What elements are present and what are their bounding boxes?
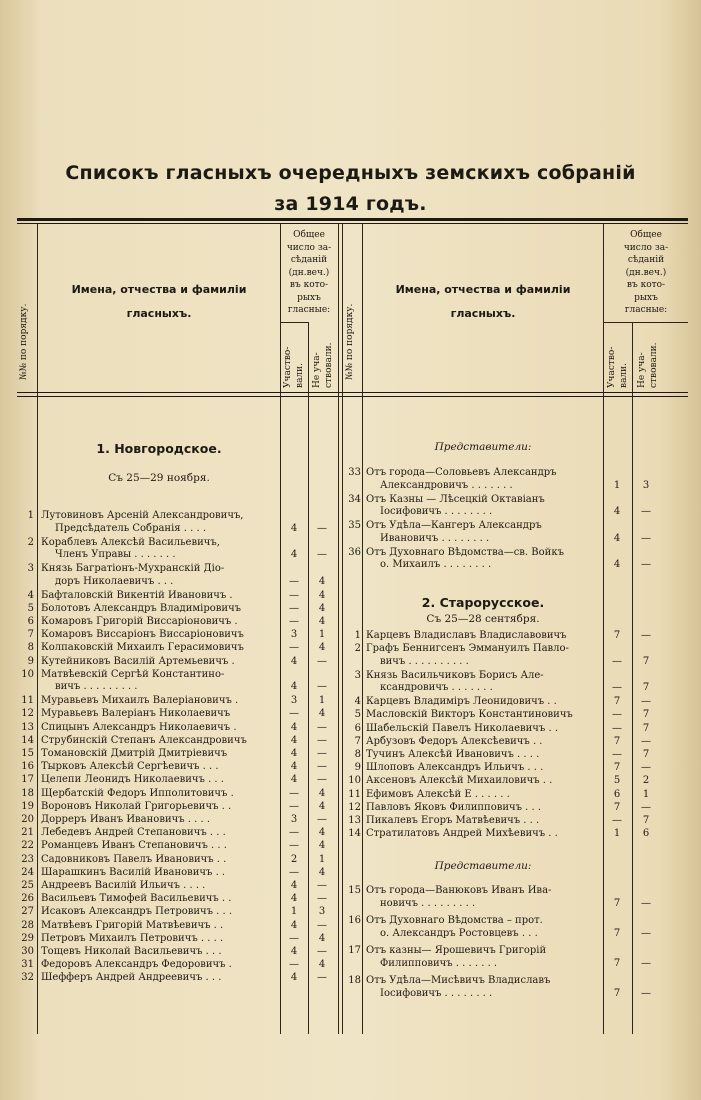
row-number: 32 (21, 972, 34, 984)
row-name: Отъ казны— Ярошевичъ Григорій (366, 945, 547, 956)
row-name: Тощевъ Николай Васильевичъ . . . (41, 946, 222, 957)
row-number: 18 (348, 975, 361, 986)
row-number: 29 (21, 932, 34, 944)
row-participated: 4 (290, 734, 298, 746)
table-row (0, 788, 701, 802)
row-participated: 4 (290, 721, 298, 733)
row-number: 13 (21, 721, 34, 733)
row-number: 6 (354, 722, 361, 734)
row-participated: 7 (613, 801, 621, 813)
row-not-participated: 4 (318, 787, 326, 799)
row-not-participated: — (317, 748, 327, 759)
row-not-participated: 7 (642, 682, 650, 694)
table-row (0, 853, 701, 867)
row-participated: — (289, 959, 299, 971)
row-name: Петровъ Михаилъ Петровичъ . . . . (41, 932, 224, 944)
row-name: Целепи Леонидъ Николаевичъ . . . (41, 774, 224, 786)
row-number: 7 (27, 629, 34, 641)
row-not-participated: 4 (318, 840, 326, 852)
row-number: 15 (348, 885, 361, 896)
row-number: 27 (21, 906, 34, 918)
table-row (0, 575, 701, 589)
row-name: Князь Васильчиковъ Борисъ Але- (366, 669, 544, 681)
table-row (0, 558, 701, 572)
table-row (0, 695, 701, 709)
row-number: 14 (348, 828, 361, 840)
row-name: Отъ Удѣла—Мисѣвичъ Владиславъ (366, 975, 551, 986)
row-name: Бафталовскій Викентій Ивановичъ . (41, 589, 233, 601)
row-name: Шарашкинъ Василій Ивановичъ . . (41, 866, 226, 878)
row-number: 36 (348, 546, 361, 558)
row-participated: 1 (290, 906, 298, 918)
row-participated: 4 (290, 919, 298, 931)
title-line-2: за 1914 годъ. (274, 193, 427, 215)
row-number: 35 (348, 520, 361, 531)
row-name: Аксеновъ Алексѣй Михаиловичъ . . (366, 775, 553, 787)
row-not-participated: 4 (318, 575, 326, 587)
row-number: 12 (21, 708, 34, 720)
page-title (0, 158, 701, 220)
table-row (0, 655, 701, 669)
row-participated: 4 (290, 946, 298, 957)
row-participated: — (289, 866, 299, 878)
row-not-participated: 3 (642, 479, 650, 491)
row-not-participated: — (317, 761, 327, 773)
table-row (0, 827, 701, 841)
row-participated: 7 (613, 762, 621, 774)
row-number: 17 (21, 774, 34, 786)
table-row (0, 681, 701, 695)
row-number: 4 (27, 589, 34, 601)
row-name: Отъ Удѣла—Кангеръ Александръ (366, 520, 542, 531)
row-name: Болотовъ Александръ Владиміровичъ (41, 602, 242, 614)
row-name: Шлоповъ Александръ Ильичъ . . . (366, 762, 544, 774)
row-participated: — (289, 708, 299, 720)
row-name: Исаковъ Александръ Петровичъ . . . (41, 906, 233, 918)
row-participated: 4 (613, 506, 621, 517)
row-number: 24 (21, 866, 34, 878)
row-participated: — (289, 642, 299, 654)
row-not-participated: — (317, 880, 327, 891)
row-name: Тучинъ Алексѣй Ивановичъ . . . . (366, 749, 540, 760)
row-name: ксандровичъ . . . . . . . (380, 682, 493, 694)
row-participated: — (289, 932, 299, 944)
row-not-participated: 1 (318, 629, 326, 641)
row-name: Садовниковъ Павелъ Ивановичъ . . (41, 853, 227, 865)
row-name: Ефимовъ Алексѣй Е . . . . . . (366, 788, 510, 800)
row-not-participated: — (317, 721, 327, 733)
row-not-participated: — (317, 919, 327, 931)
row-name: Щербатскій Федоръ Ипполитовичъ . (41, 787, 234, 799)
top-rule (17, 218, 688, 221)
row-name: вичъ . . . . . . . . . (55, 681, 138, 693)
table-row (0, 479, 701, 493)
row-name: Арбузовъ Федоръ Алексѣевичъ . . (366, 735, 543, 747)
table-row (0, 761, 701, 775)
row-number: 3 (354, 669, 361, 681)
row-participated: 4 (290, 774, 298, 786)
row-participated: — (612, 682, 622, 694)
table-row (0, 722, 701, 736)
table-row (0, 602, 701, 616)
row-not-participated: 7 (642, 709, 650, 721)
row-participated: — (289, 787, 299, 799)
table-row (0, 735, 701, 749)
table-row (0, 629, 701, 643)
table-row (0, 957, 701, 971)
top-rule-thin (17, 223, 688, 224)
row-not-participated: — (317, 681, 327, 693)
row-participated: — (289, 800, 299, 812)
row-not-participated: — (641, 735, 651, 747)
table-row (0, 615, 701, 629)
row-participated: — (289, 589, 299, 601)
row-number: 22 (21, 840, 34, 852)
table-row (0, 532, 701, 546)
row-name: Ивановичъ . . . . . . . . (380, 532, 490, 544)
row-name: Графъ Беннигсенъ Эммануилъ Павло- (366, 643, 569, 655)
row-not-participated: 4 (318, 959, 326, 971)
row-not-participated: — (317, 522, 327, 534)
row-not-participated: — (317, 655, 327, 667)
header-count: Общее число за- сѣданій (дн.веч.) въ кото- рыхъ гласные: (286, 230, 332, 315)
row-name: Отъ Духовнаго Вѣдомства – прот. (366, 915, 543, 926)
row-number: 16 (348, 915, 361, 926)
row-not-participated: 4 (318, 615, 326, 627)
row-participated: 2 (290, 853, 298, 865)
row-number: 18 (21, 787, 34, 799)
row-number: 10 (21, 668, 34, 680)
row-participated: 4 (290, 880, 298, 891)
row-not-participated: 1 (318, 853, 326, 865)
row-not-participated: 4 (318, 800, 326, 812)
row-number: 1 (27, 510, 34, 521)
row-name: Отъ Духовнаго Вѣдомства—св. Войкъ (366, 546, 564, 558)
row-not-participated: 4 (318, 589, 326, 601)
row-name: Филипповичъ . . . . . . . (380, 957, 498, 969)
row-number: 2 (27, 536, 34, 548)
row-number: 11 (348, 788, 361, 800)
row-name: доръ Николаевичъ . . . (55, 575, 174, 587)
row-participated: 7 (613, 987, 621, 999)
section-title-staraya-russa: 2. Старорусское. (421, 595, 545, 610)
row-name: Романцевъ Иванъ Степановичъ . . . (41, 840, 227, 852)
table-row (0, 708, 701, 722)
header-rule-2 (17, 396, 688, 397)
row-participated: — (612, 722, 622, 734)
row-participated: 4 (290, 748, 298, 759)
row-participated: 1 (613, 828, 621, 840)
row-participated: — (289, 615, 299, 627)
row-name: Лутовиновъ Арсеній Александровичъ, (41, 510, 244, 521)
row-participated: 4 (290, 549, 298, 560)
row-name: Пикалевъ Егоръ Матвѣевичъ . . . (366, 815, 540, 826)
row-name: Предсѣдатель Собранія . . . . (55, 522, 207, 534)
row-not-participated: 1 (318, 695, 326, 707)
row-number: 8 (354, 749, 361, 760)
row-name: Лебедевъ Андрей Степановичъ . . . (41, 827, 226, 839)
row-not-participated: 4 (318, 642, 326, 654)
title-line-1: Списокъ гласныхъ очередныхъ земскихъ собраній (65, 162, 636, 184)
row-number: 16 (21, 761, 34, 773)
row-participated: — (612, 655, 622, 667)
row-participated: 4 (290, 893, 298, 905)
row-participated: 4 (290, 761, 298, 773)
row-not-participated: — (641, 506, 651, 517)
row-number: 1 (354, 630, 361, 641)
table-row (0, 927, 701, 941)
row-number: 4 (354, 696, 361, 708)
row-not-participated: — (641, 801, 651, 813)
table-row (0, 897, 701, 911)
row-not-participated: 4 (318, 827, 326, 839)
header-participated: Участво- вали. (283, 346, 305, 388)
row-not-participated: — (641, 559, 651, 570)
table-row (0, 987, 701, 1001)
table-row (0, 814, 701, 828)
row-not-participated: — (641, 987, 651, 999)
row-name: Матвѣевъ Григорій Матвѣевичъ . . (41, 919, 224, 931)
row-number: 23 (21, 853, 34, 865)
row-participated: 1 (613, 479, 621, 491)
row-name: Комаровъ Виссаріонъ Виссаріоновичъ (41, 629, 244, 641)
section-title-novgorod: 1. Новгородское. (96, 441, 222, 456)
header-rule (17, 392, 688, 393)
row-participated: 4 (613, 532, 621, 544)
section-dates-novgorod: Съ 25—29 ноября. (108, 472, 210, 484)
row-number: 28 (21, 919, 34, 931)
row-participated: 7 (613, 927, 621, 939)
row-number: 5 (354, 709, 361, 721)
row-not-participated: — (317, 814, 327, 825)
row-number: 13 (348, 815, 361, 826)
row-participated: — (289, 602, 299, 614)
row-name: Тырковъ Алексѣй Сергѣевичъ . . . (41, 761, 219, 773)
row-name: Князь Багратіонъ-Мухранскій Діо- (41, 563, 225, 574)
row-participated: 7 (613, 957, 621, 969)
row-participated: 4 (290, 655, 298, 667)
row-not-participated: — (317, 893, 327, 905)
row-name: Александровичъ . . . . . . . (380, 479, 513, 491)
table-row (0, 748, 701, 762)
row-number: 7 (354, 735, 361, 747)
row-name: Отъ города—Ванюковъ Иванъ Ива- (366, 885, 552, 896)
row-number: 6 (27, 615, 34, 627)
row-name: Іосифовичъ . . . . . . . . (380, 987, 493, 999)
row-number: 30 (21, 946, 34, 957)
row-not-participated: — (317, 549, 327, 560)
header-names: Имена, отчества и фамиліи гласныхъ. (395, 283, 571, 320)
row-participated: — (289, 575, 299, 587)
row-name: о. Михаилъ . . . . . . . . (380, 559, 492, 570)
row-not-participated: 4 (318, 708, 326, 720)
row-name: Павловъ Яковъ Филипповичъ . . . (366, 801, 542, 813)
row-number: 11 (21, 695, 34, 707)
row-not-participated: 3 (318, 906, 326, 918)
row-not-participated: 7 (642, 749, 650, 760)
row-not-participated: — (641, 696, 651, 708)
table-row (0, 801, 701, 815)
row-name: Муравьевъ Михаилъ Валеріановичъ . (41, 695, 239, 707)
row-not-participated: 1 (642, 788, 650, 800)
row-number: 26 (21, 893, 34, 905)
row-name: Комаровъ Григорій Виссаріоновичъ . (41, 615, 238, 627)
row-participated: 4 (290, 972, 298, 984)
row-participated: 7 (613, 630, 621, 641)
row-not-participated: — (641, 630, 651, 641)
row-name: Вороновъ Николай Григорьевичъ . . (41, 800, 232, 812)
row-number: 25 (21, 880, 34, 891)
header-num: №№ по порядку. (19, 303, 29, 380)
count-subrule (604, 322, 688, 323)
row-name: Шефферъ Андрей Андреевичъ . . . (41, 972, 222, 984)
row-name: Спицынъ Александръ Николаевичъ . (41, 721, 237, 733)
row-name: Федоровъ Александръ Федоровичъ . (41, 959, 232, 971)
row-name: Отъ Казны — Лѣсецкій Октавіанъ (366, 493, 545, 505)
section-representatives: Представители: (434, 441, 532, 453)
row-not-participated: 7 (642, 815, 650, 826)
row-name: Кутейниковъ Василій Артемьевичъ . (41, 655, 235, 667)
row-name: о. Александръ Ростовцевъ . . . (380, 927, 538, 939)
row-number: 34 (348, 493, 361, 505)
table-row (0, 505, 701, 519)
row-participated: 7 (613, 696, 621, 708)
row-number: 5 (27, 602, 34, 614)
section-dates-staraya-russa: Съ 25—28 сентября. (426, 613, 540, 625)
row-name: Іосифовичъ . . . . . . . . (380, 506, 493, 517)
row-participated: 3 (290, 695, 298, 707)
row-name: Стратилатовъ Андрей Михѣевичъ . . (366, 828, 558, 840)
row-name: Васильевъ Тимофей Васильевичъ . . (41, 893, 232, 905)
row-not-participated: — (641, 957, 651, 969)
row-name: Кораблевъ Алексѣй Васильевичъ, (41, 536, 220, 548)
row-name: Масловскій Викторъ Константиновичъ (366, 709, 573, 721)
row-name: Муравьевъ Валеріанъ Николаевичъ (41, 708, 231, 720)
row-not-participated: — (641, 762, 651, 774)
row-number: 33 (348, 467, 361, 478)
row-name: Карцевъ Владиміръ Леонидовичъ . . (366, 696, 557, 708)
table-row (0, 866, 701, 880)
row-name: новичъ . . . . . . . . . (380, 897, 476, 909)
row-participated: 7 (613, 735, 621, 747)
table-row (0, 589, 701, 603)
row-participated: — (612, 815, 622, 826)
row-not-participated: 4 (318, 866, 326, 878)
section-representatives: Представители: (434, 860, 532, 872)
row-participated: 6 (613, 788, 621, 800)
table-row (0, 839, 701, 853)
row-participated: — (289, 827, 299, 839)
row-not-participated: 7 (642, 655, 650, 667)
header-num: №№ по порядку. (345, 303, 355, 380)
row-not-participated: — (641, 927, 651, 939)
row-number: 21 (21, 827, 34, 839)
row-not-participated: — (317, 946, 327, 957)
row-name: Отъ города—Соловьевъ Александръ (366, 467, 557, 478)
row-participated: 4 (290, 681, 298, 693)
header-not-participated: Не уча- ствовали. (312, 342, 334, 388)
row-not-participated: — (317, 774, 327, 786)
row-name: Членъ Управы . . . . . . . (55, 549, 176, 560)
row-number: 17 (348, 945, 361, 956)
row-participated: 4 (613, 559, 621, 570)
row-name: вичъ . . . . . . . . . . (380, 655, 469, 667)
row-number: 8 (27, 642, 34, 654)
row-participated: — (612, 749, 622, 760)
row-participated: 5 (613, 775, 621, 787)
row-name: Карцевъ Владиславъ Владиславовичъ (366, 630, 567, 641)
row-participated: 7 (613, 897, 621, 909)
row-number: 12 (348, 801, 361, 813)
row-number: 19 (21, 800, 34, 812)
row-not-participated: 4 (318, 602, 326, 614)
row-not-participated: — (641, 897, 651, 909)
row-number: 9 (354, 762, 361, 774)
row-participated: 4 (290, 522, 298, 534)
row-not-participated: — (641, 532, 651, 544)
header-count: Общее число за- сѣданій (дн.веч.) въ кото- рыхъ гласные: (623, 230, 669, 315)
header-names: Имена, отчества и фамиліи гласныхъ. (71, 283, 247, 320)
row-name: Колпаковскій Михаилъ Герасимовичъ (41, 642, 244, 654)
row-not-participated: — (317, 734, 327, 746)
row-number: 20 (21, 814, 34, 825)
row-name: Андреевъ Василій Ильичъ . . . . (41, 880, 206, 891)
row-not-participated: 6 (642, 828, 650, 840)
header-participated: Участво- вали. (607, 346, 629, 388)
row-name: Матвѣевскій Сергѣй Константино- (41, 668, 225, 680)
row-participated: — (289, 840, 299, 852)
row-number: 9 (27, 655, 34, 667)
row-number: 31 (21, 959, 34, 971)
row-not-participated: 2 (642, 775, 650, 787)
row-participated: — (612, 709, 622, 721)
row-name: Томановскій Дмитрій Дмитріевичъ (41, 748, 228, 759)
row-not-participated: 7 (642, 722, 650, 734)
row-name: Струбинскій Степанъ Александровичъ (41, 734, 247, 746)
row-number: 2 (354, 643, 361, 655)
table-row (0, 774, 701, 788)
row-number: 15 (21, 748, 34, 759)
row-number: 10 (348, 775, 361, 787)
row-participated: 3 (290, 629, 298, 641)
row-name: Дорреръ Иванъ Ивановичъ . . . . (41, 814, 211, 825)
count-subrule (281, 322, 308, 323)
row-number: 14 (21, 734, 34, 746)
row-name: Шабельскій Павелъ Николаевичъ . . (366, 722, 558, 734)
header-not-participated: Не уча- ствовали. (637, 342, 659, 388)
row-number: 3 (27, 563, 34, 574)
row-participated: 3 (290, 814, 298, 825)
row-not-participated: — (317, 972, 327, 984)
row-not-participated: 4 (318, 932, 326, 944)
